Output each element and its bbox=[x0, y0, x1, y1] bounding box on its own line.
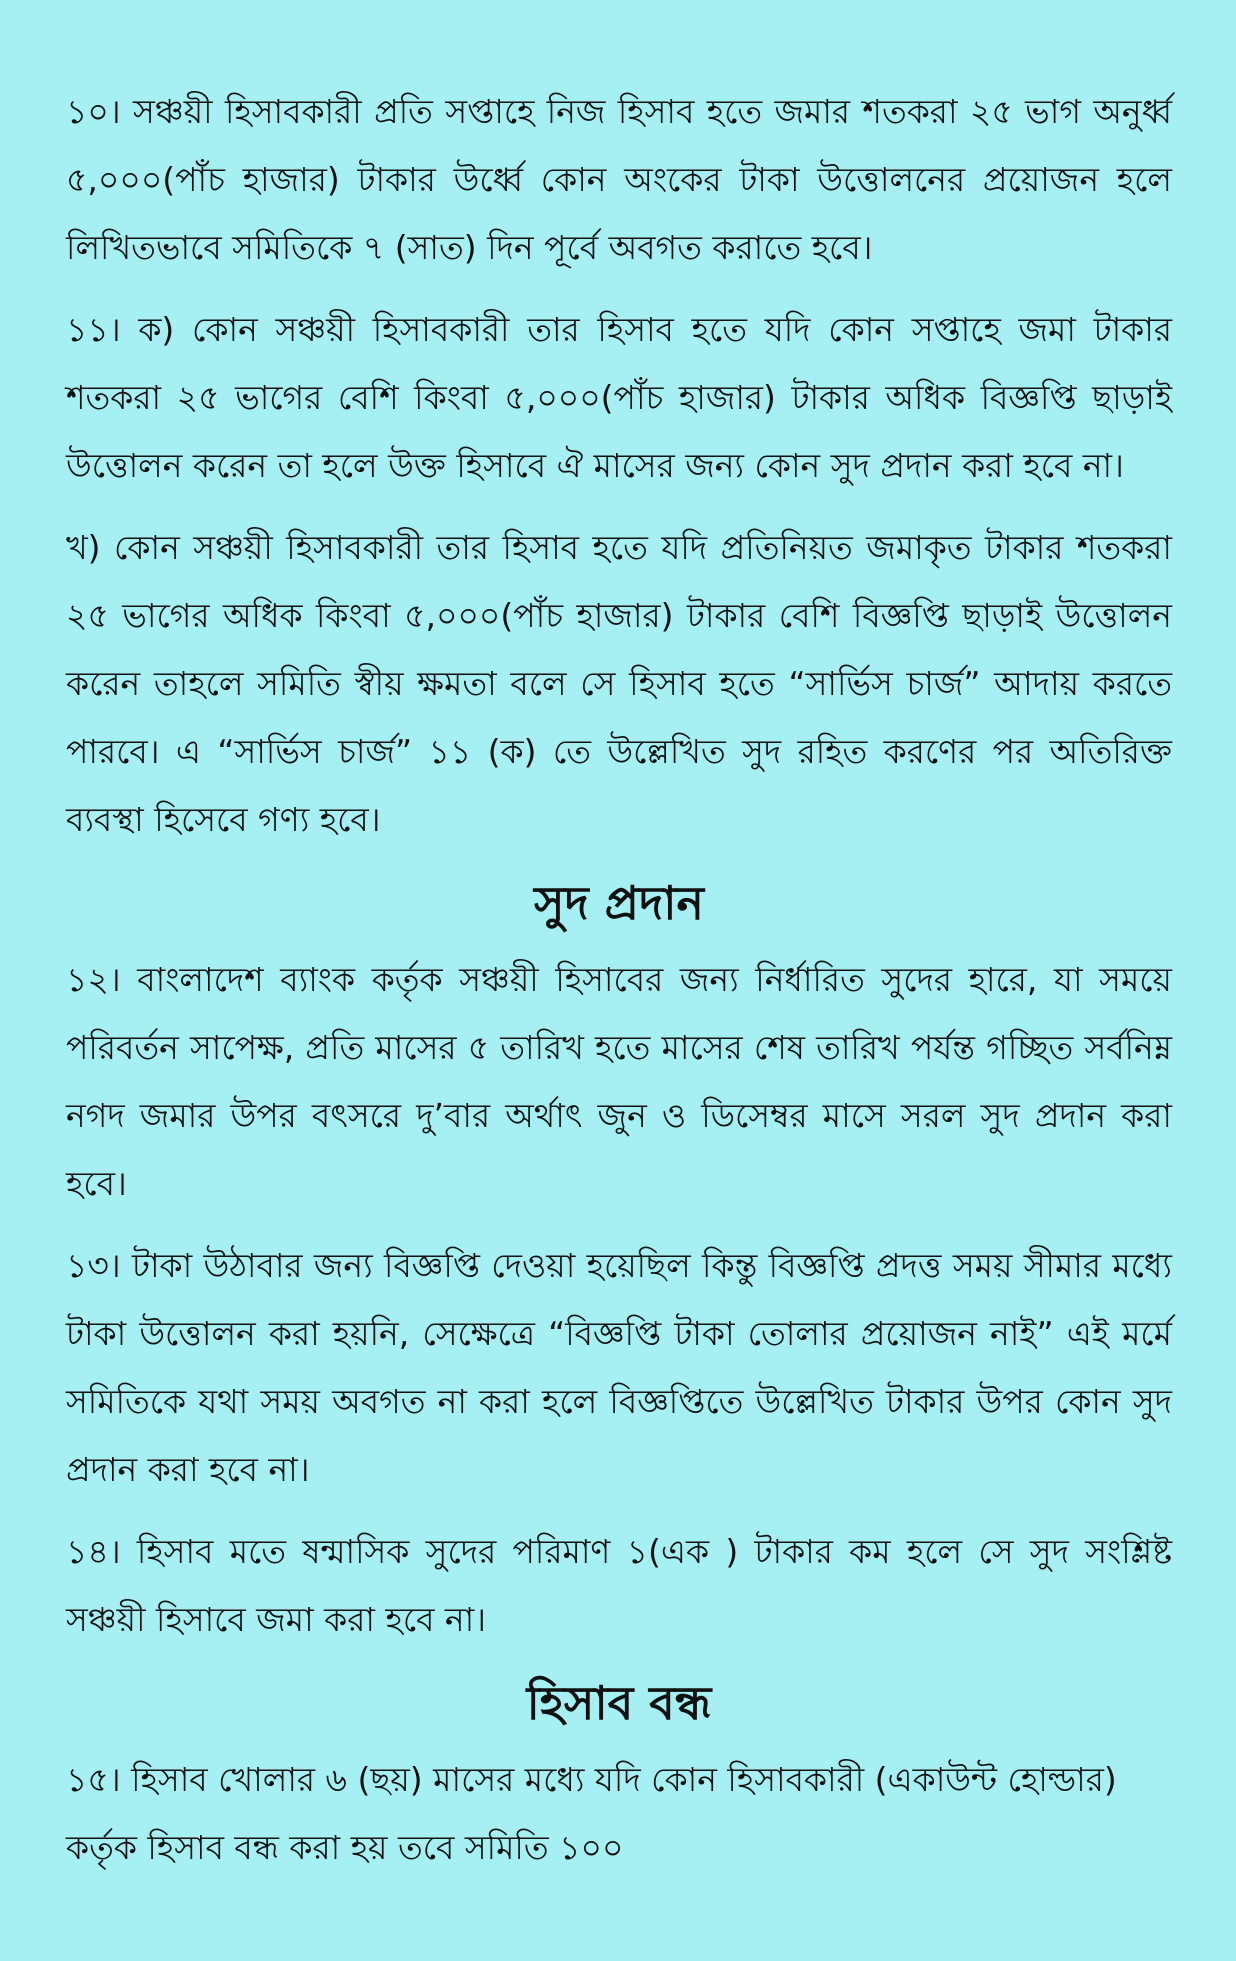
rule-10-paragraph: ১০। সঞ্চয়ী হিসাবকারী প্রতি সপ্তাহে নিজ হিসাব হতে জমার শতকরা ২৫ ভাগ অনুর্ধ্ব ৫,০০০(পাঁচ হাজার) টাকার উর্ধ্বে কোন অংকের টাকা উত্তোলনের প্রয়োজন হলে লিখিতভাবে সমিতিকে ৭ (সাত) দিন পূর্বে অবগত করাতে হবে। bbox=[66, 92, 1172, 267]
account-closure-heading: হিসাব বন্ধ bbox=[526, 1676, 712, 1730]
rule-14-paragraph: ১৪। হিসাব মতে ষন্মাসিক সুদের পরিমাণ ১(এক ) টাকার কম হলে সে সুদ সংশ্লিষ্ট সঞ্চয়ী হিসাবে জমা করা হবে না। bbox=[66, 1532, 1172, 1639]
rule-12-paragraph: ১২। বাংলাদেশ ব্যাংক কর্তৃক সঞ্চয়ী হিসাবের জন্য নির্ধারিত সুদের হারে, যা সময়ে পরিবর্তন সাপেক্ষ, প্রতি মাসের ৫ তারিখ হতে মাসের শেষ তারিখ পর্যন্ত গচ্ছিত সর্বনিম্ন নগদ জমার উপর বৎসরে দু’বার অর্থাৎ জুন ও ডিসেম্বর মাসে সরল সুদ প্রদান করা হবে। bbox=[66, 960, 1172, 1203]
interest-heading: সুদ প্রদান bbox=[534, 876, 704, 930]
rule-11a-paragraph: ১১। ক) কোন সঞ্চয়ী হিসাবকারী তার হিসাব হতে যদি কোন সপ্তাহে জমা টাকার শতকরা ২৫ ভাগের বেশি কিংবা ৫,০০০(পাঁচ হাজার) টাকার অধিক বিজ্ঞপ্তি ছাড়াই উত্তোলন করেন তা হলে উক্ত হিসাবে ঐ মাসের জন্য কোন সুদ প্রদান করা হবে না। bbox=[66, 310, 1172, 485]
rule-11b-paragraph: খ) কোন সঞ্চয়ী হিসাবকারী তার হিসাব হতে যদি প্রতিনিয়ত জমাকৃত টাকার শতকরা ২৫ ভাগের অধিক কিংবা ৫,০০০(পাঁচ হাজার) টাকার বেশি বিজ্ঞপ্তি ছাড়াই উত্তোলন করেন তাহলে সমিতি স্বীয় ক্ষমতা বলে সে হিসাব হতে “সার্ভিস চার্জ” আদায় করতে পারবে। এ “সার্ভিস চার্জ” ১১ (ক) তে উল্লেখিত সুদ রহিত করণের পর অতিরিক্ত ব্যবস্থা হিসেবে গণ্য হবে। bbox=[66, 528, 1172, 839]
rule-15-paragraph: ১৫। হিসাব খোলার ৬ (ছয়) মাসের মধ্যে যদি কোন হিসাবকারী (একাউন্ট হোল্ডার) কর্তৃক হিসাব বন্ধ করা হয় তবে সমিতি ১০০ bbox=[66, 1760, 1117, 1867]
rule-13-paragraph: ১৩। টাকা উঠাবার জন্য বিজ্ঞপ্তি দেওয়া হয়েছিল কিন্তু বিজ্ঞপ্তি প্রদত্ত সময় সীমার মধ্যে টাকা উত্তোলন করা হয়নি, সেক্ষেত্রে “বিজ্ঞপ্তি টাকা তোলার প্রয়োজন নাই” এই মর্মে সমিতিকে যথা সময় অবগত না করা হলে বিজ্ঞপ্তিতে উল্লেখিত টাকার উপর কোন সুদ প্রদান করা হবে না। bbox=[66, 1246, 1172, 1489]
